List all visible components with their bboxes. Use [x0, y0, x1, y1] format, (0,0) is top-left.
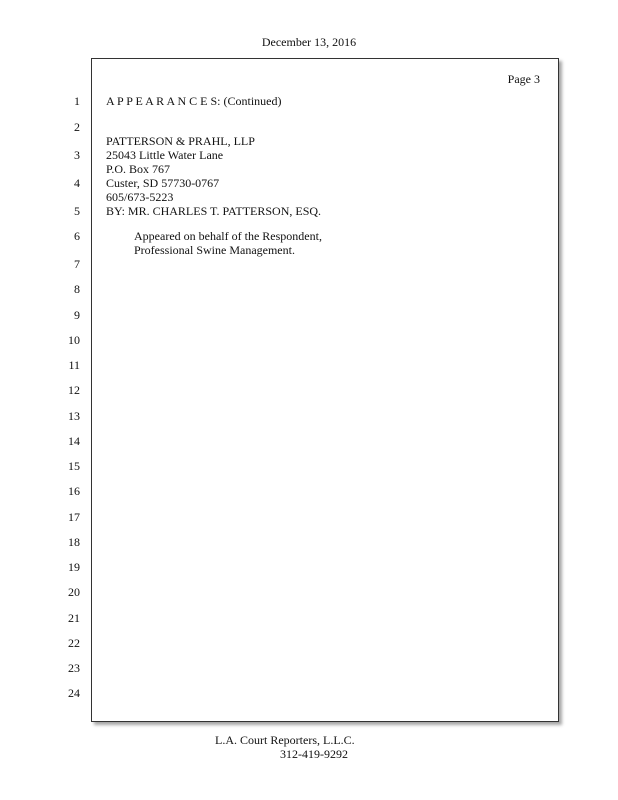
line-number: 12: [68, 383, 80, 397]
line-number: 16: [68, 484, 80, 498]
firm-phone: 605/673-5223: [106, 190, 174, 204]
line-number: 17: [68, 510, 80, 524]
line-number: 2: [74, 120, 80, 134]
line-number: 23: [68, 661, 80, 675]
line-number: 18: [68, 535, 80, 549]
line-number: 9: [74, 308, 80, 322]
attorney-by-line: BY: MR. CHARLES T. PATTERSON, ESQ.: [106, 204, 322, 218]
line-number: 14: [68, 434, 80, 448]
line-number: 3: [74, 148, 80, 162]
line-number: 1: [74, 94, 80, 108]
line-number: 20: [68, 585, 80, 599]
client-name-line: Professional Swine Management.: [134, 243, 295, 257]
footer-company: L.A. Court Reporters, L.L.C.: [215, 733, 355, 747]
line-number: 19: [68, 560, 80, 574]
line-number: 22: [68, 636, 80, 650]
page-number: Page 3: [507, 72, 540, 86]
address-line-2: P.O. Box 767: [106, 162, 171, 176]
line-number: 11: [68, 358, 80, 372]
line-number: 5: [74, 204, 80, 218]
line-number: 7: [74, 257, 80, 271]
address-line-3: Custer, SD 57730-0767: [106, 176, 220, 190]
line-number: 21: [68, 611, 80, 625]
line-number: 6: [74, 229, 80, 243]
footer-phone: 312-419-9292: [280, 747, 348, 761]
line-number: 24: [68, 686, 80, 700]
header-date: December 13, 2016: [261, 35, 357, 49]
line-number: 8: [74, 282, 80, 296]
line-number: 10: [68, 333, 80, 347]
line-number: 13: [68, 409, 80, 423]
appearances-heading: A P P E A R A N C E S: (Continued): [106, 94, 282, 108]
firm-name: PATTERSON & PRAHL, LLP: [106, 134, 255, 148]
address-line-1: 25043 Little Water Lane: [106, 148, 224, 162]
line-number: 4: [74, 176, 80, 190]
appeared-on-behalf-line: Appeared on behalf of the Respondent,: [134, 229, 322, 243]
line-number: 15: [68, 459, 80, 473]
